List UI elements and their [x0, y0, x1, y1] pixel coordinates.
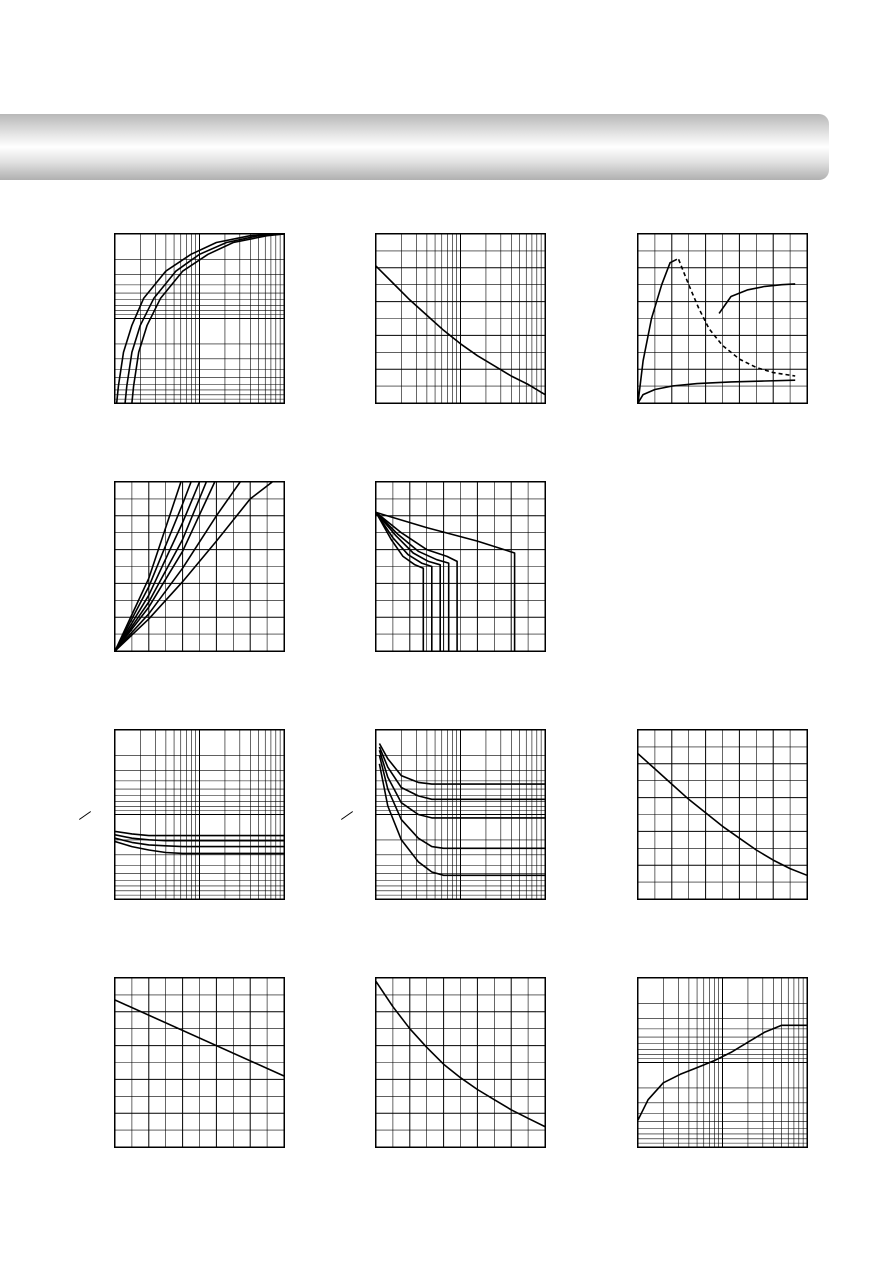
series-line-5: [376, 512, 423, 651]
chart-r4c1: [114, 977, 285, 1148]
series-line-4: [719, 284, 795, 314]
chart-r1c1: [114, 233, 285, 404]
chart-plot-c43: [638, 978, 807, 1147]
chart-plot-c22: [376, 482, 545, 651]
chart-r3c3: [637, 729, 808, 900]
series-line-3: [376, 512, 440, 651]
series-line-4: [379, 747, 545, 799]
header-band: [0, 114, 829, 180]
chart-r4c3: [637, 977, 808, 1148]
series-line-2: [379, 755, 545, 848]
chart-plot-c12: [376, 234, 545, 403]
chart-plot-c31: [115, 730, 284, 899]
series-line-1: [638, 259, 677, 403]
series-line-2: [679, 259, 796, 376]
chart-plot-c11: [115, 234, 284, 403]
chart-r2c1: [114, 481, 285, 652]
chart-r3c2: [375, 729, 546, 900]
chart-plot-c42: [376, 978, 545, 1147]
series-line-1: [379, 764, 545, 876]
series-line-5: [379, 744, 545, 785]
chart-r1c2: [375, 233, 546, 404]
axis-tick-mark: [79, 811, 91, 820]
chart-plot-c33: [638, 730, 807, 899]
chart-plot-c41: [115, 978, 284, 1147]
chart-r3c1: [114, 729, 285, 900]
axis-tick-mark: [341, 811, 353, 820]
series-line-3: [638, 380, 795, 403]
chart-r2c2: [375, 481, 546, 652]
chart-r4c2: [375, 977, 546, 1148]
chart-plot-c32: [376, 730, 545, 899]
chart-r1c3: [637, 233, 808, 404]
chart-plot-c21: [115, 482, 284, 651]
chart-plot-c13: [638, 234, 807, 403]
